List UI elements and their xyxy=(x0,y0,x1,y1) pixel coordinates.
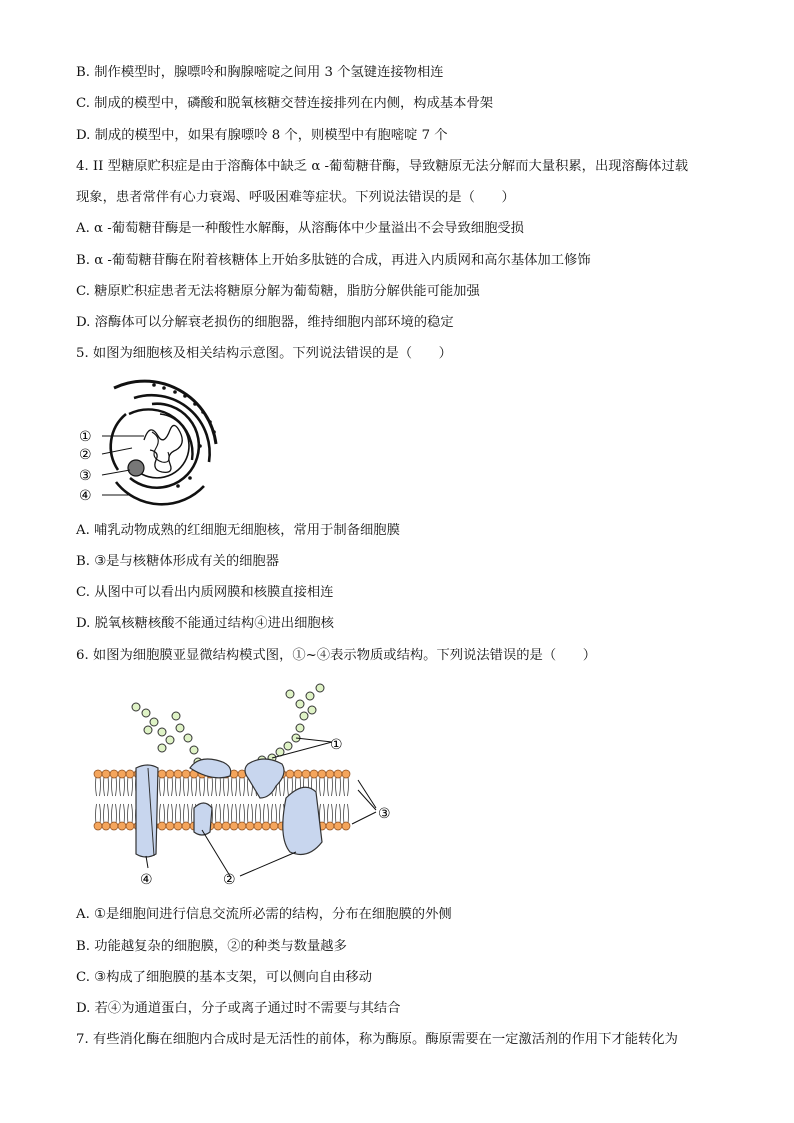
fig5-label-1: ① xyxy=(79,429,92,445)
fig6-label-2: ② xyxy=(223,872,236,888)
lipid-head xyxy=(214,822,222,830)
lipid-head xyxy=(174,770,182,778)
q4-option-b: B. α -葡萄糖苷酶在附着核糖体上开始多肽链的合成，再进入内质网和高尔基体加工修饰 xyxy=(76,253,591,268)
lipid-head xyxy=(270,822,278,830)
lipid-head xyxy=(262,822,270,830)
lipid-head xyxy=(318,770,326,778)
q3-option-b: B. 制作模型时，腺嘌呤和胸腺嘧啶之间用 3 个氢键连接物相连 xyxy=(76,65,444,80)
lipid-head xyxy=(102,770,110,778)
lipid-head xyxy=(166,822,174,830)
q5-stem: 5. 如图为细胞核及相关结构示意图。下列说法错误的是（ ） xyxy=(76,346,452,361)
lipid-head xyxy=(326,770,334,778)
q6-option-c: C. ③构成了细胞膜的基本支架，可以侧向自由移动 xyxy=(76,970,373,985)
fig6-label-4: ④ xyxy=(140,872,153,888)
lipid-head xyxy=(302,770,310,778)
fig5-label-2: ② xyxy=(79,447,92,463)
q5-option-b: B. ③是与核糖体形成有关的细胞器 xyxy=(76,554,280,569)
lipid-head xyxy=(342,822,350,830)
fig6-label-3: ③ xyxy=(378,806,391,822)
q6-option-b: B. 功能越复杂的细胞膜，②的种类与数量越多 xyxy=(76,939,347,954)
lipid-head xyxy=(310,770,318,778)
fig5-label-4: ④ xyxy=(79,488,92,504)
lipid-head xyxy=(294,770,302,778)
lipid-head xyxy=(334,822,342,830)
q3-option-d: D. 制成的模型中，如果有腺嘌呤 8 个，则模型中有胞嘧啶 7 个 xyxy=(76,128,448,143)
q4-option-d: D. 溶酶体可以分解衰老损伤的细胞器，维持细胞内部环境的稳定 xyxy=(76,315,454,330)
lipid-head xyxy=(230,822,238,830)
q3-option-c: C. 制成的模型中，磷酸和脱氧核糖交替连接排列在内侧，构成基本骨架 xyxy=(76,96,494,111)
lipid-head xyxy=(110,822,118,830)
lipid-head xyxy=(182,770,190,778)
lipid-head xyxy=(342,770,350,778)
q6-option-a: A. ①是细胞间进行信息交流所必需的结构，分布在细胞膜的外侧 xyxy=(76,907,452,922)
lipid-head xyxy=(254,822,262,830)
lipid-head xyxy=(286,770,294,778)
lipid-head xyxy=(334,770,342,778)
q4-option-a: A. α -葡萄糖苷酶是一种酸性水解酶，从溶酶体中少量溢出不会导致细胞受损 xyxy=(76,221,524,236)
q5-option-d: D. 脱氧核糖核酸不能通过结构④进出细胞核 xyxy=(76,616,334,631)
nucleus-diagram xyxy=(74,374,224,508)
lipid-head xyxy=(222,822,230,830)
lipid-head xyxy=(238,822,246,830)
lipid-head xyxy=(182,822,190,830)
lipid-head xyxy=(94,770,102,778)
lipid-head xyxy=(126,822,134,830)
cell-membrane-diagram xyxy=(90,680,410,892)
q7-stem: 7. 有些消化酶在细胞内合成时是无活性的前体，称为酶原。酶原需要在一定激活剂的作用下才能转化为 xyxy=(76,1032,678,1047)
lipid-head xyxy=(174,822,182,830)
fig5-label-3: ③ xyxy=(79,468,92,484)
lipid-head xyxy=(246,822,254,830)
lipid-head xyxy=(118,770,126,778)
lipid-head xyxy=(94,822,102,830)
lipid-head xyxy=(158,770,166,778)
q5-option-c: C. 从图中可以看出内质网膜和核膜直接相连 xyxy=(76,585,334,600)
lipid-head xyxy=(102,822,110,830)
lipid-head xyxy=(158,822,166,830)
q4-option-c: C. 糖原贮积症患者无法将糖原分解为葡萄糖，脂肪分解供能可能加强 xyxy=(76,284,480,299)
q6-option-d: D. 若④为通道蛋白，分子或离子通过时不需要与其结合 xyxy=(76,1001,401,1016)
lipid-head xyxy=(126,770,134,778)
lipid-head xyxy=(326,822,334,830)
q4-stem-line-2: 现象，患者常伴有心力衰竭、呼吸困难等症状。下列说法错误的是（ ） xyxy=(76,190,515,205)
q5-option-a: A. 哺乳动物成熟的红细胞无细胞核，常用于制备细胞膜 xyxy=(76,523,400,538)
lipid-head xyxy=(118,822,126,830)
q6-stem: 6. 如图为细胞膜亚显微结构模式图，①~④表示物质或结构。下列说法错误的是（ ） xyxy=(76,648,597,663)
lipid-head xyxy=(166,770,174,778)
q4-stem-line-1: 4. II 型糖原贮积症是由于溶酶体中缺乏 α -葡萄糖苷酶，导致糖原无法分解而大量积累，出现溶酶体过载 xyxy=(76,159,689,174)
lipid-head xyxy=(110,770,118,778)
fig6-label-1: ① xyxy=(330,737,343,753)
